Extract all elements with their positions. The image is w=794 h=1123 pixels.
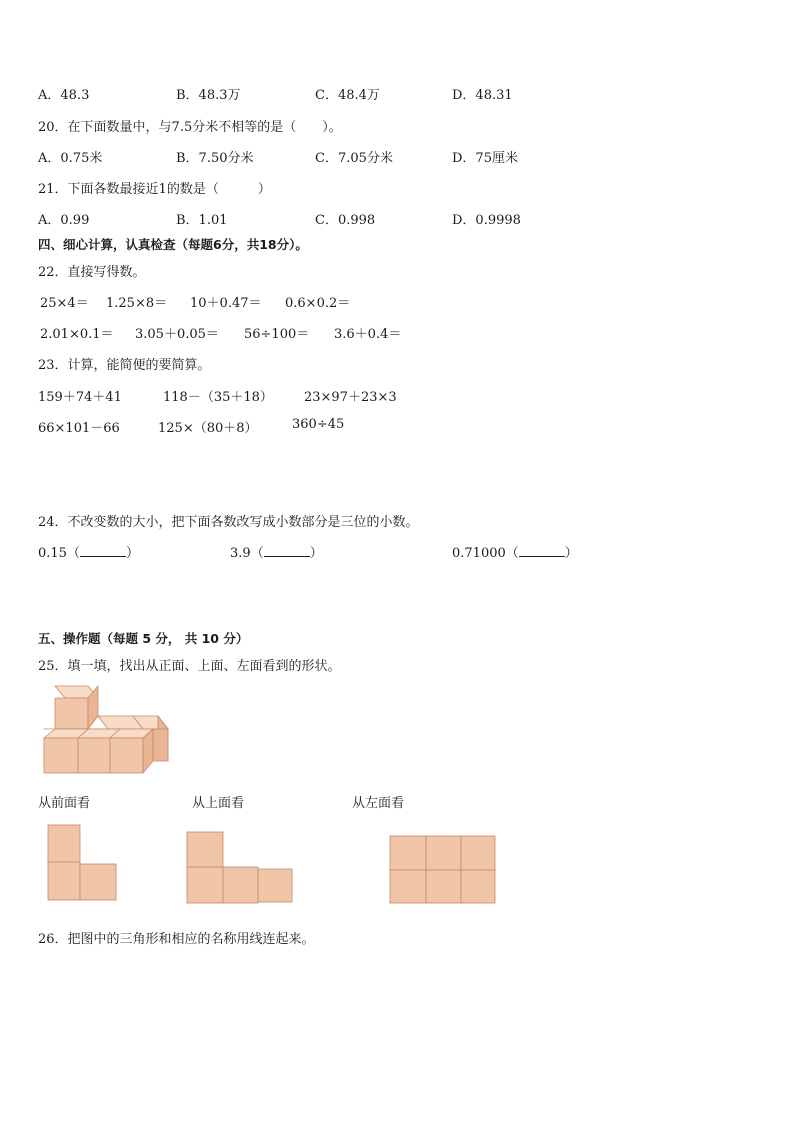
q24-number: 3.9 [230,546,251,561]
q22-item: 0.6×0.2＝ [285,296,351,311]
q20-option-a: A．0.75米 [38,151,103,166]
left-view-label: 从左面看 [352,796,405,811]
q24-question: 24．不改变数的大小，把下面各数改写成小数部分是三位的小数。 [38,515,419,530]
q22-item: 2.01×0.1＝ [40,327,114,342]
q20-option-c: C．7.05分米 [315,151,393,166]
q19-option-b: B．48.3万 [176,88,241,103]
q21-option-a: A．0.99 [38,213,90,228]
q23-item: 125×（80＋8） [158,421,258,436]
q25-question: 25．填一填，找出从正面、上面、左面看到的形状。 [38,659,341,674]
q19-option-d: D．48.31 [452,88,513,103]
section-4-title: 四、细心计算，认真检查（每题6分，共18分）。 [38,237,308,252]
q23-item: 23×97＋23×3 [304,390,397,405]
q22-item: 56÷100＝ [244,327,310,342]
q21-option-b: B．1.01 [176,213,228,228]
q20-question: 20．在下面数量中，与7.5分米不相等的是（ ）。 [38,120,342,135]
front-view-label: 从前面看 [38,796,91,811]
q24-item-1: 0.15（ ） [38,546,139,561]
q22-item: 25×4＝ [40,296,89,311]
q21-option-c: C．0.998 [315,213,376,228]
q19-option-c: C．48.4万 [315,88,380,103]
section-5-title: 五、操作题（每题 5 分， 共 10 分） [38,631,249,646]
q20-option-d: D．75厘米 [452,151,518,166]
q19-option-a: A．48.3 [38,88,90,103]
q24-item-3: 0.71000（ ） [452,546,578,561]
q22-question: 22．直接写得数。 [38,265,146,280]
q24-number: 0.71000 [452,546,506,561]
top-view-label: 从上面看 [192,796,245,811]
q23-item: 159＋74＋41 [38,390,122,405]
q22-item: 3.05＋0.05＝ [135,327,219,342]
q22-item: 10＋0.47＝ [190,296,262,311]
q24-number: 0.15 [38,546,67,561]
q20-option-b: B．7.50分米 [176,151,254,166]
q23-item: 360÷45 [292,417,345,432]
q22-item: 1.25×8＝ [106,296,168,311]
q24-item-2: 3.9（ ） [230,546,323,561]
q22-item: 3.6＋0.4＝ [334,327,402,342]
q23-item: 118－（35＋18） [163,390,273,405]
q23-item: 66×101－66 [38,421,120,436]
q23-question: 23．计算，能简便的要简算。 [38,358,211,373]
q21-question: 21．下面各数最接近1的数是（ ） [38,182,271,197]
q21-option-d: D．0.9998 [452,213,521,228]
q26-question: 26．把图中的三角形和相应的名称用线连起来。 [38,932,315,947]
